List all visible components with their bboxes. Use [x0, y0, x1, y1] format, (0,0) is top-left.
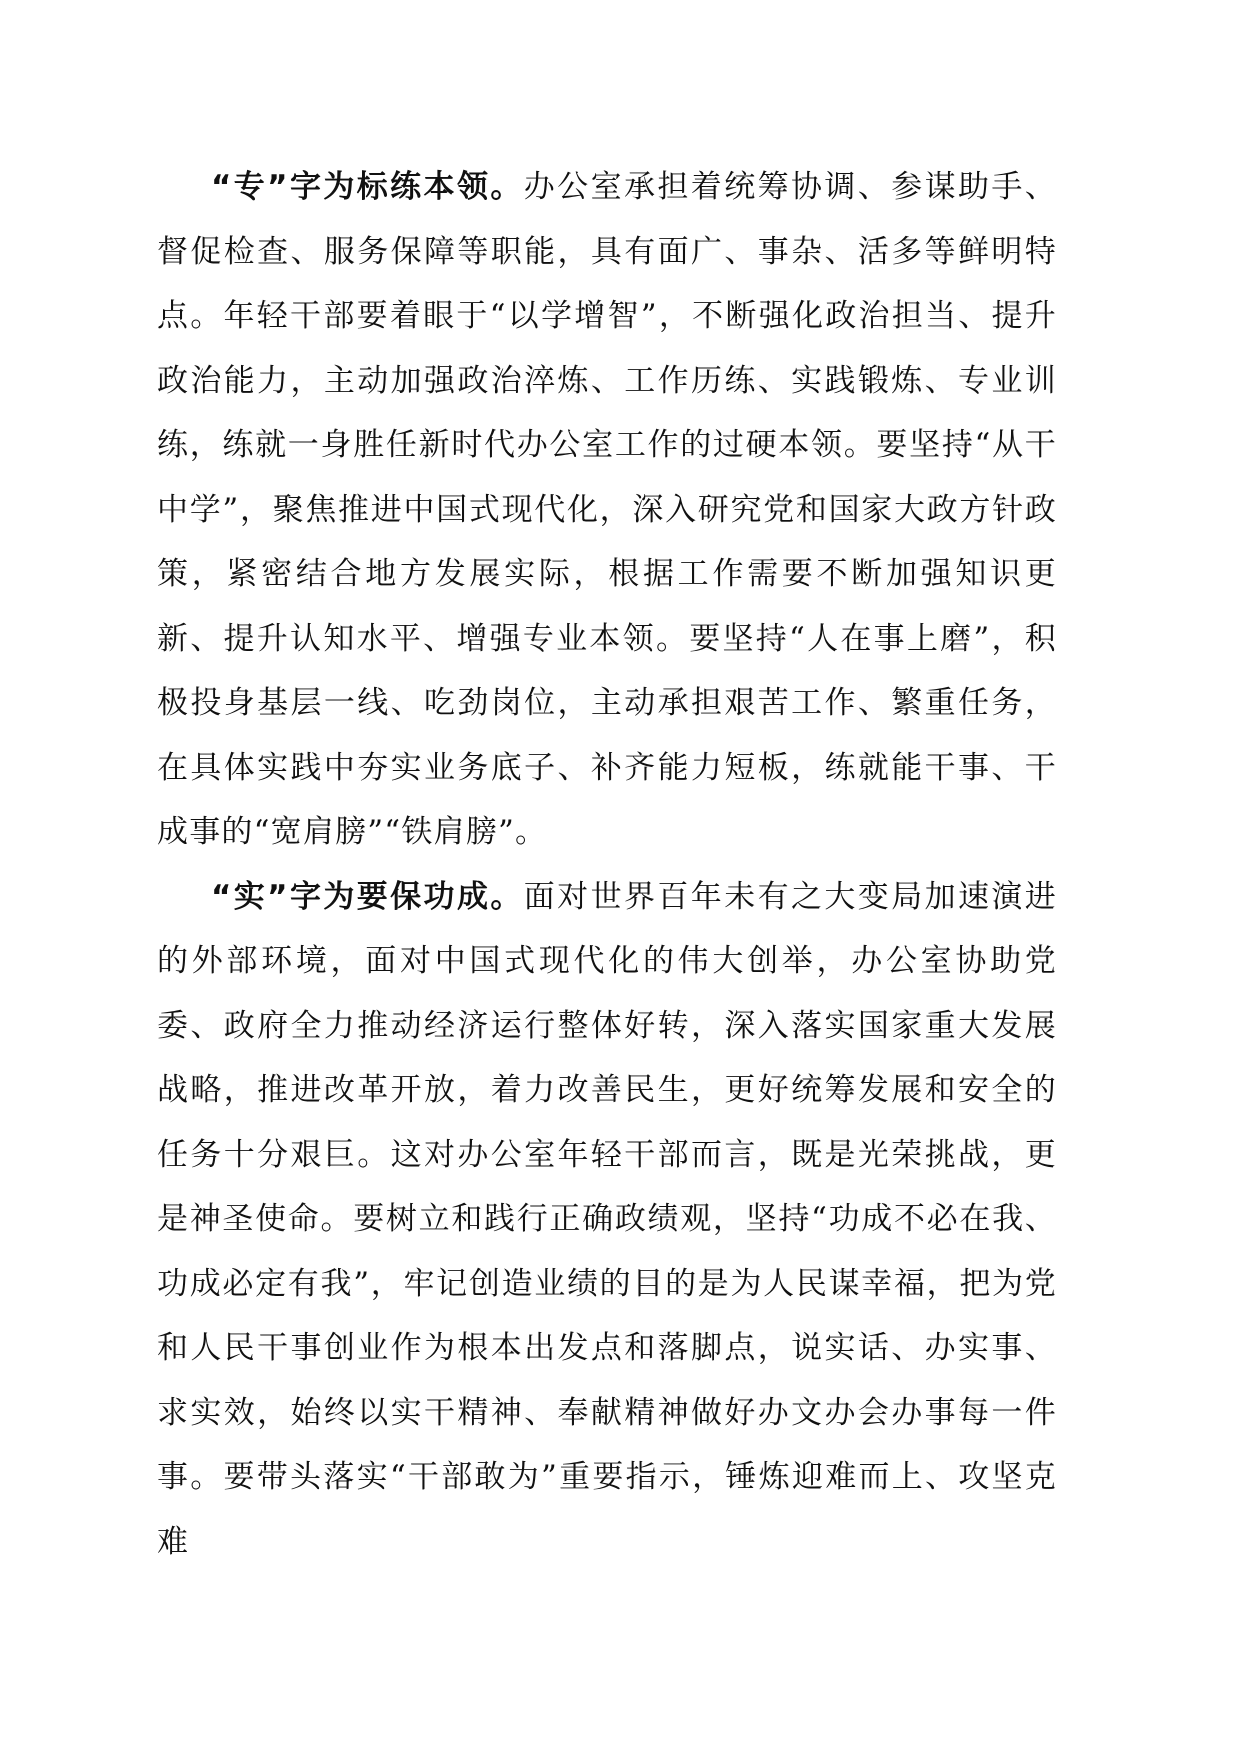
paragraph-text: 面对世界百年未有之大变局加速演进的外部环境，面对中国式现代化的伟大创举，办公室协助党委、政府全力推动经济运行整体好转，深入落实国家重大发展战略，推进改革开放，着力改善民生，更好统筹发展和安全的任务十分艰巨。这对办公室年轻干部而言，既是光荣挑战，更是神圣使命。要树立和践行正确政绩观，坚持“功成不必在我、功成必定有我”，牢记创造业绩的目的是为人民谋幸福，把为党和人民干事创业作为根本出发点和落脚点，说实话、办实事、求实效，始终以实干精神、奉献精神做好办文办会办事每一件事。要带头落实“干部敢为”重要指示，锤炼迎难而上、攻坚克难: [157, 878, 1058, 1560]
document-body: [157, 155, 1057, 1574]
paragraph-zhuan: [157, 155, 1057, 865]
paragraph-heading: “实”字为要保功成。: [211, 878, 524, 915]
paragraph-shi: [157, 865, 1057, 1575]
paragraph-text: 办公室承担着统筹协调、参谋助手、督促检查、服务保障等职能，具有面广、事杂、活多等鲜明特点。年轻干部要着眼于“以学增智”，不断强化政治担当、提升政治能力，主动加强政治淬炼、工作历练、实践锻炼、专业训练，练就一身胜任新时代办公室工作的过硬本领。要坚持“从干中学”，聚焦推进中国式现代化，深入研究党和国家大政方针政策，紧密结合地方发展实际，根据工作需要不断加强知识更新、提升认知水平、增强专业本领。要坚持“人在事上磨”，积极投身基层一线、吃劲岗位，主动承担艰苦工作、繁重任务，在具体实践中夯实业务底子、补齐能力短板，练就能干事、干成事的“宽肩膀”“铁肩膀”。: [157, 169, 1058, 850]
paragraph-heading: “专”字为标练本领。: [211, 169, 524, 205]
